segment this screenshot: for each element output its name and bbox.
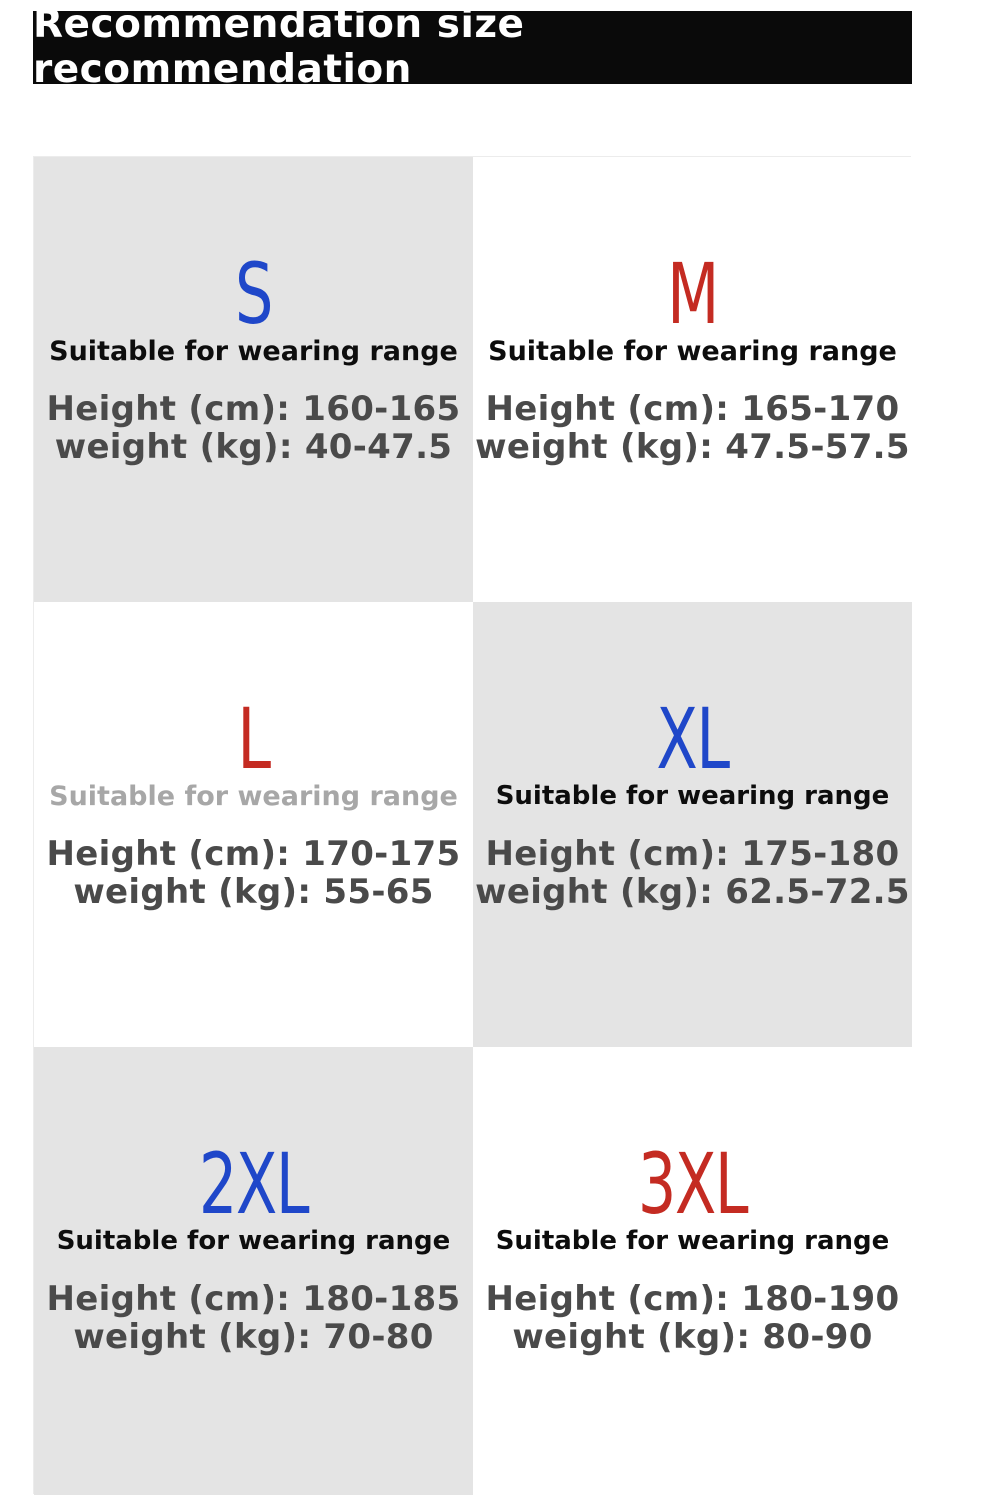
size-values: [473, 835, 912, 911]
size-cell-2xl: [34, 1047, 473, 1495]
range-title: Suitable for wearing range: [56, 1226, 451, 1256]
size-cell-l: [34, 602, 473, 1047]
size-cell-xl: [473, 602, 912, 1047]
weight-range: weight (kg): 80-90: [512, 1317, 873, 1357]
height-range: Height (cm): 175-180: [485, 834, 900, 874]
weight-range: weight (kg): 62.5-72.5: [475, 872, 910, 912]
height-range: Height (cm): 180-190: [485, 1279, 900, 1319]
range-title: Suitable for wearing range: [488, 336, 897, 367]
weight-range: weight (kg): 70-80: [73, 1317, 434, 1357]
range-title: Suitable for wearing range: [495, 1226, 890, 1256]
size-values: [34, 390, 473, 466]
size-values: [34, 1280, 473, 1356]
range-title: Suitable for wearing range: [495, 781, 890, 811]
size-cell-s: [34, 157, 473, 602]
range-title: Suitable for wearing range: [49, 336, 458, 367]
size-values: [473, 390, 912, 466]
height-range: Height (cm): 165-170: [485, 389, 900, 429]
size-label: L: [237, 690, 270, 788]
size-values: [473, 1280, 912, 1356]
range-title: Suitable for wearing range: [49, 781, 458, 812]
weight-range: weight (kg): 55-65: [73, 872, 434, 912]
height-range: Height (cm): 160-165: [46, 389, 461, 429]
size-label: 3XL: [637, 1135, 748, 1233]
size-label: M: [667, 245, 718, 343]
weight-range: weight (kg): 40-47.5: [54, 427, 453, 467]
size-cell-3xl: [473, 1047, 912, 1495]
size-label: 2XL: [198, 1135, 309, 1233]
size-label: S: [235, 245, 272, 343]
height-range: Height (cm): 180-185: [46, 1279, 461, 1319]
size-cell-m: [473, 157, 912, 602]
page-title: Recommendation size recommendation: [33, 11, 912, 84]
height-range: Height (cm): 170-175: [46, 834, 461, 874]
weight-range: weight (kg): 47.5-57.5: [475, 427, 910, 467]
size-values: [34, 835, 473, 911]
size-chart-grid: [33, 156, 911, 1494]
size-label: XL: [656, 690, 729, 788]
